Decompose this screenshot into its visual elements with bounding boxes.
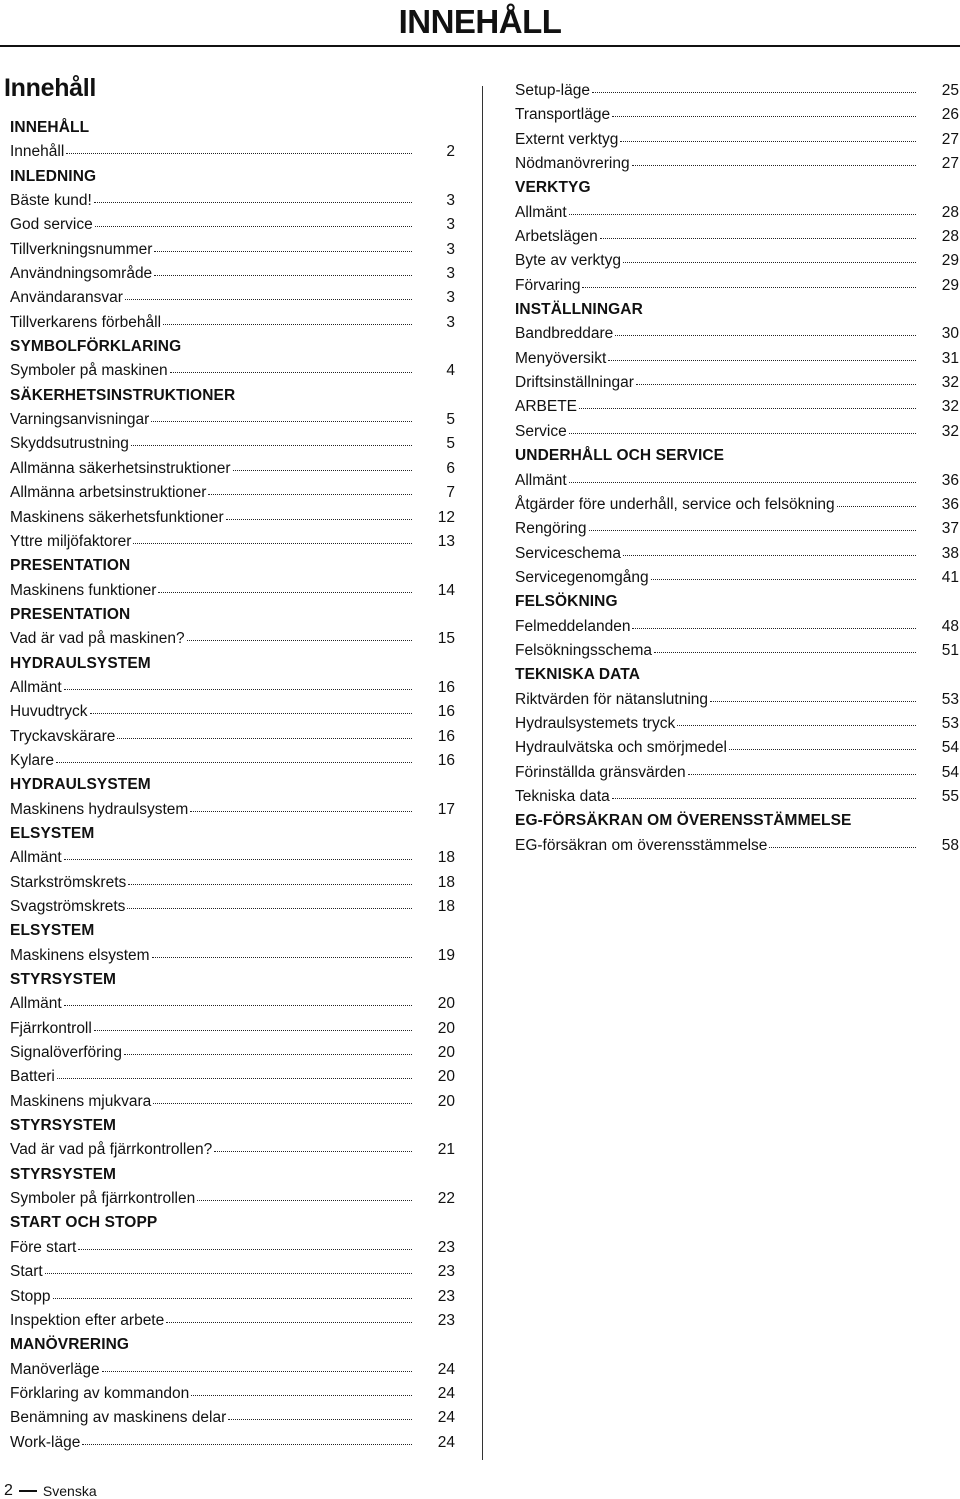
toc-entry-label: Kylare xyxy=(10,751,54,769)
dot-leader xyxy=(90,713,412,714)
toc-entry[interactable] xyxy=(10,627,455,651)
toc-entry-page: 24 xyxy=(437,1384,455,1402)
dot-leader xyxy=(214,1151,412,1152)
dot-leader xyxy=(53,1298,412,1299)
toc-entry-page: 16 xyxy=(437,678,455,696)
dot-leader xyxy=(651,579,916,580)
dot-leader xyxy=(582,287,916,288)
toc-entry-label: Förinställda gränsvärden xyxy=(515,763,686,781)
toc-entry-label: Bandbreddare xyxy=(515,325,614,343)
dot-leader xyxy=(152,957,412,958)
toc-entry[interactable] xyxy=(10,846,455,870)
toc-section-heading: HYDRAULSYSTEM xyxy=(10,654,151,672)
dot-leader xyxy=(95,226,412,227)
toc-section-heading: MANÖVRERING xyxy=(10,1336,130,1354)
toc-entry-page: 19 xyxy=(437,946,455,964)
toc-entry[interactable] xyxy=(515,688,959,712)
toc-entry-label: Starkströmskrets xyxy=(10,873,127,891)
toc-entry[interactable] xyxy=(10,1285,455,1309)
dot-leader xyxy=(163,324,412,325)
toc-entry-page: 38 xyxy=(941,544,959,562)
toc-entry-page: 32 xyxy=(941,374,959,392)
toc-entry-label: Varningsanvisningar xyxy=(10,411,150,429)
toc-entry-label: Vad är vad på maskinen? xyxy=(10,630,185,648)
toc-entry[interactable] xyxy=(515,615,959,639)
toc-entry[interactable] xyxy=(10,1406,455,1430)
toc-entry-page: 3 xyxy=(446,289,455,307)
toc-section-heading: FELSÖKNING xyxy=(515,593,618,611)
toc-entry-page: 23 xyxy=(437,1287,455,1305)
toc-entry-label: Användningsområde xyxy=(10,265,153,283)
toc-entry-page: 29 xyxy=(941,252,959,270)
toc-entry-page: 28 xyxy=(941,228,959,246)
toc-entry-label: Start xyxy=(10,1263,43,1281)
dot-leader xyxy=(78,1249,412,1250)
toc-entry-page: 20 xyxy=(437,1092,455,1110)
toc-section-heading: VERKTYG xyxy=(515,179,591,197)
toc-entry-label: Allmänt xyxy=(10,995,62,1013)
dot-leader xyxy=(569,482,916,483)
toc-entry[interactable] xyxy=(515,542,959,566)
toc-entry-label: Stopp xyxy=(10,1287,51,1305)
toc-entry-label: Signalöverföring xyxy=(10,1044,123,1062)
toc-entry[interactable] xyxy=(10,213,455,237)
toc-entry-page: 54 xyxy=(941,739,959,757)
toc-entry-page: 13 xyxy=(437,532,455,550)
toc-entry-label: Setup-läge xyxy=(515,82,590,99)
toc-entry[interactable] xyxy=(10,238,455,262)
toc-entry[interactable] xyxy=(10,408,455,432)
toc-entry-label: Huvudtryck xyxy=(10,703,88,721)
dot-leader xyxy=(615,335,916,336)
toc-entry-page: 3 xyxy=(446,192,455,210)
toc-entry[interactable] xyxy=(515,736,959,760)
dot-leader xyxy=(66,153,412,154)
toc-entry[interactable] xyxy=(10,1236,455,1260)
footer-page-number: 2 xyxy=(4,1482,13,1499)
dot-leader xyxy=(208,494,412,495)
toc-section-heading: SYMBOLFÖRKLARING xyxy=(10,338,182,356)
toc-entry-page: 20 xyxy=(437,1068,455,1086)
dot-leader xyxy=(623,555,916,556)
toc-entry-page: 3 xyxy=(446,216,455,234)
toc-entry[interactable] xyxy=(10,506,455,530)
toc-entry-label: Nödmanövrering xyxy=(515,155,630,173)
toc-entry-label: Riktvärden för nätanslutning xyxy=(515,690,709,708)
dot-leader xyxy=(94,202,412,203)
toc-entry[interactable] xyxy=(10,798,455,822)
toc-entry[interactable] xyxy=(515,152,959,176)
dot-leader xyxy=(632,165,916,166)
toc-entry-label: Maskinens mjukvara xyxy=(10,1092,152,1110)
toc-entry-label: Serviceschema xyxy=(515,544,621,562)
toc-entry[interactable] xyxy=(10,359,455,383)
toc-entry-page: 36 xyxy=(941,471,959,489)
toc-entry[interactable] xyxy=(10,311,455,335)
toc-entry-page: 55 xyxy=(941,787,959,805)
toc-entry-page: 3 xyxy=(446,265,455,283)
toc-entry-label: Fjärrkontroll xyxy=(10,1019,92,1037)
dot-leader xyxy=(688,774,916,775)
toc-entry-page: 32 xyxy=(941,422,959,440)
dot-leader xyxy=(56,762,412,763)
toc-entry-page: 53 xyxy=(941,714,959,732)
dot-leader xyxy=(128,884,412,885)
toc-entry-page: 3 xyxy=(446,313,455,331)
dot-leader xyxy=(197,1200,412,1201)
dot-leader xyxy=(837,506,916,507)
dot-leader xyxy=(170,372,412,373)
toc-entry[interactable] xyxy=(10,286,455,310)
toc-entry[interactable] xyxy=(10,895,455,919)
toc-entry-label: Tryckavskärare xyxy=(10,727,116,745)
toc-entry-page: 24 xyxy=(437,1409,455,1427)
toc-section-heading: PRESENTATION xyxy=(10,605,131,623)
toc-entry[interactable] xyxy=(515,785,959,809)
dot-leader xyxy=(228,1419,412,1420)
dot-leader xyxy=(623,262,916,263)
toc-entry-page: 18 xyxy=(437,898,455,915)
toc-entry-label: Symboler på fjärrkontrollen xyxy=(10,1190,196,1208)
toc-entry-label: Tillverkarens förbehåll xyxy=(10,313,162,331)
toc-entry[interactable] xyxy=(515,322,959,346)
toc-entry-label: Skyddsutrustning xyxy=(10,435,129,453)
dot-leader xyxy=(654,652,916,653)
dot-leader xyxy=(710,701,916,702)
toc-entry-label: Bäste kund! xyxy=(10,192,92,210)
dot-leader xyxy=(125,299,412,300)
toc-entry-label: Arbetslägen xyxy=(515,228,598,246)
toc-entry-page: 18 xyxy=(437,873,455,891)
dot-leader xyxy=(94,1030,412,1031)
toc-entry-label: Rengöring xyxy=(515,520,587,538)
dot-leader xyxy=(612,116,916,117)
toc-entry[interactable] xyxy=(10,1260,455,1284)
toc-entry-page: 16 xyxy=(437,751,455,769)
toc-entry-label: Tekniska data xyxy=(515,787,610,805)
dot-leader xyxy=(608,360,916,361)
dot-leader xyxy=(57,1078,412,1079)
dot-leader xyxy=(226,519,412,520)
toc-section-heading: PRESENTATION xyxy=(10,557,131,575)
toc-entry-page: 54 xyxy=(941,763,959,781)
toc-entry-page: 32 xyxy=(941,398,959,416)
toc-entry-page: 2 xyxy=(446,143,455,161)
dot-leader xyxy=(677,725,916,726)
toc-entry-label: Tillverkningsnummer xyxy=(10,240,153,258)
toc-section-heading: INNEHÅLL xyxy=(10,119,90,136)
toc-entry[interactable] xyxy=(10,1090,455,1114)
dot-leader xyxy=(133,543,412,544)
toc-section-heading: UNDERHÅLL OCH SERVICE xyxy=(515,447,725,465)
toc-entry[interactable] xyxy=(515,103,959,127)
toc-entry-label: Allmänna arbetsinstruktioner xyxy=(10,484,207,502)
toc-entry-page: 41 xyxy=(941,568,959,586)
toc-entry-label: Driftsinställningar xyxy=(515,374,634,392)
toc-entry-page: 37 xyxy=(941,520,959,538)
toc-entry-label: Work-läge xyxy=(10,1433,81,1451)
dot-leader xyxy=(632,628,916,629)
toc-entry[interactable] xyxy=(10,725,455,749)
toc-section-heading: EG-FÖRSÄKRAN OM ÖVERENSSTÄMMELSE xyxy=(515,812,852,830)
toc-entry[interactable] xyxy=(10,749,455,773)
toc-entry-label: Symboler på maskinen xyxy=(10,362,168,380)
toc-section-heading: INLEDNING xyxy=(10,167,97,185)
toc-entry-page: 23 xyxy=(437,1238,455,1256)
toc-entry[interactable] xyxy=(10,871,455,895)
toc-entry-label: Byte av verktyg xyxy=(515,252,621,270)
toc-entry-label: Innehåll xyxy=(10,143,65,161)
toc-entry[interactable] xyxy=(10,944,455,968)
toc-entry-label: Batteri xyxy=(10,1068,55,1086)
toc-entry[interactable] xyxy=(515,274,959,298)
dot-leader xyxy=(579,408,916,409)
toc-entry-label: Hydraulvätska och smörjmedel xyxy=(515,739,727,757)
toc-entry-label: Maskinens hydraulsystem xyxy=(10,800,189,818)
toc-right-column xyxy=(515,79,959,858)
toc-entry[interactable] xyxy=(10,700,455,724)
toc-entry-page: 14 xyxy=(437,581,455,599)
page-footer xyxy=(4,1482,97,1499)
dot-leader xyxy=(191,1395,412,1396)
toc-entry[interactable] xyxy=(515,566,959,590)
toc-entry-page: 22 xyxy=(437,1190,455,1208)
toc-entry-page: 36 xyxy=(941,495,959,513)
toc-left-column xyxy=(10,116,455,1455)
dot-leader xyxy=(154,275,412,276)
toc-entry-label: Manöverläge xyxy=(10,1360,100,1378)
toc-section-heading: ELSYSTEM xyxy=(10,824,95,842)
dot-leader xyxy=(636,384,916,385)
dot-leader xyxy=(153,1103,412,1104)
toc-section-heading: INSTÄLLNINGAR xyxy=(515,301,643,319)
dot-leader xyxy=(64,859,412,860)
toc-entry-page: 48 xyxy=(941,617,959,635)
toc-entry-page: 27 xyxy=(941,130,959,148)
toc-entry-label: Maskinens säkerhetsfunktioner xyxy=(10,508,224,526)
toc-entry-page: 6 xyxy=(446,459,455,477)
toc-entry-label: ARBETE xyxy=(515,398,578,416)
dot-leader xyxy=(592,92,916,93)
toc-section-heading: TEKNISKA DATA xyxy=(515,666,641,684)
toc-entry-page: 23 xyxy=(437,1311,455,1329)
toc-entry-label: Allmänt xyxy=(515,471,567,489)
toc-section-heading: SÄKERHETSINSTRUKTIONER xyxy=(10,386,236,404)
toc-entry[interactable] xyxy=(10,676,455,700)
toc-entry-page: 25 xyxy=(941,82,959,99)
toc-entry-label: Externt verktyg xyxy=(515,130,619,148)
dot-leader xyxy=(729,749,916,750)
toc-entry-label: Maskinens elsystem xyxy=(10,946,150,964)
toc-entry-label: Allmänna säkerhetsinstruktioner xyxy=(10,459,231,477)
toc-entry-label: Inspektion efter arbete xyxy=(10,1311,165,1329)
dot-leader xyxy=(233,470,412,471)
toc-entry[interactable] xyxy=(515,249,959,273)
toc-entry[interactable] xyxy=(10,579,455,603)
toc-entry[interactable] xyxy=(515,128,959,152)
dot-leader xyxy=(154,251,412,252)
toc-section-heading: STYRSYSTEM xyxy=(10,1165,117,1183)
toc-entry[interactable] xyxy=(515,834,959,858)
toc-entry-label: God service xyxy=(10,216,93,234)
dot-leader xyxy=(151,421,412,422)
toc-entry[interactable] xyxy=(515,347,959,371)
toc-entry-page: 17 xyxy=(437,800,455,818)
footer-language: Svenska xyxy=(42,1483,97,1499)
toc-entry[interactable] xyxy=(515,469,959,493)
toc-entry-label: EG-försäkran om överensstämmelse xyxy=(515,836,768,854)
toc-section-heading: START OCH STOPP xyxy=(10,1214,158,1232)
dot-leader xyxy=(166,1322,412,1323)
toc-entry[interactable] xyxy=(515,639,959,663)
toc-entry[interactable] xyxy=(10,457,455,481)
toc-entry-page: 15 xyxy=(437,630,455,648)
toc-entry-page: 27 xyxy=(941,155,959,173)
toc-entry[interactable] xyxy=(10,1187,455,1211)
toc-entry-label: Felmeddelanden xyxy=(515,617,631,635)
toc-entry-page: 26 xyxy=(941,106,959,124)
dot-leader xyxy=(158,592,412,593)
page-header-title: INNEHÅLL xyxy=(398,3,562,40)
toc-entry-page: 21 xyxy=(437,1141,455,1159)
dot-leader xyxy=(131,445,412,446)
toc-entry-page: 31 xyxy=(941,349,959,367)
toc-entry-label: Hydraulsystemets tryck xyxy=(515,714,676,732)
toc-entry-label: Servicegenomgång xyxy=(515,568,649,586)
toc-entry-page: 3 xyxy=(446,240,455,258)
toc-entry[interactable] xyxy=(10,189,455,213)
toc-entry-page: 5 xyxy=(446,435,455,453)
toc-entry-page: 51 xyxy=(941,641,959,659)
toc-entry-label: Allmänt xyxy=(515,203,567,221)
toc-entry[interactable] xyxy=(10,1017,455,1041)
toc-entry-page: 20 xyxy=(437,995,455,1013)
dot-leader xyxy=(64,1005,412,1006)
toc-section-heading: ELSYSTEM xyxy=(10,922,95,940)
toc-entry[interactable] xyxy=(10,992,455,1016)
toc-entry-page: 18 xyxy=(437,849,455,867)
toc-entry[interactable] xyxy=(10,530,455,554)
dot-leader xyxy=(102,1371,412,1372)
toc-entry-page: 20 xyxy=(437,1019,455,1037)
toc-entry-page: 58 xyxy=(941,836,959,854)
toc-entry[interactable] xyxy=(10,1431,455,1455)
toc-entry[interactable] xyxy=(515,420,959,444)
toc-section-heading: HYDRAULSYSTEM xyxy=(10,776,151,794)
toc-entry[interactable] xyxy=(10,262,455,286)
toc-entry-label: Allmänt xyxy=(10,678,62,696)
toc-entry-label: Benämning av maskinens delar xyxy=(10,1409,227,1427)
section-title: Innehåll xyxy=(4,74,97,102)
toc-entry-page: 16 xyxy=(437,727,455,745)
dot-leader xyxy=(124,1054,412,1055)
toc-entry[interactable] xyxy=(10,1041,455,1065)
toc-entry-page: 12 xyxy=(437,508,455,526)
toc-entry-page: 20 xyxy=(437,1044,455,1062)
toc-entry-page: 24 xyxy=(437,1360,455,1378)
dot-leader xyxy=(127,908,412,909)
toc-entry[interactable] xyxy=(515,517,959,541)
toc-entry[interactable] xyxy=(10,1382,455,1406)
toc-entry-label: Transportläge xyxy=(515,106,611,124)
toc-entry-label: Före start xyxy=(10,1238,77,1256)
toc-entry[interactable] xyxy=(10,481,455,505)
dot-leader xyxy=(589,530,916,531)
toc-entry[interactable] xyxy=(10,140,455,164)
toc-entry[interactable] xyxy=(10,1358,455,1382)
column-divider xyxy=(482,86,483,1460)
toc-entry[interactable] xyxy=(515,493,959,517)
header-rule xyxy=(0,45,960,47)
toc-entry[interactable] xyxy=(515,371,959,395)
toc-section-heading: STYRSYSTEM xyxy=(10,971,117,989)
dot-leader xyxy=(64,689,412,690)
toc-entry-label: Vad är vad på fjärrkontrollen? xyxy=(10,1141,213,1159)
dot-leader xyxy=(612,798,916,799)
toc-entry-label: Användaransvar xyxy=(10,289,123,307)
toc-entry-page: 16 xyxy=(437,703,455,721)
toc-entry-page: 23 xyxy=(437,1263,455,1281)
toc-entry[interactable] xyxy=(515,201,959,225)
toc-entry-label: Förklaring av kommandon xyxy=(10,1384,190,1402)
toc-entry[interactable] xyxy=(515,79,959,103)
dot-leader xyxy=(187,640,412,641)
toc-entry[interactable] xyxy=(515,225,959,249)
toc-entry-label: Maskinens funktioner xyxy=(10,581,157,599)
toc-entry[interactable] xyxy=(515,395,959,419)
dot-leader xyxy=(45,1273,412,1274)
toc-entry-page: 4 xyxy=(446,362,455,380)
toc-entry-label: Service xyxy=(515,422,567,440)
toc-entry-page: 53 xyxy=(941,690,959,708)
dot-leader xyxy=(600,238,916,239)
dot-leader xyxy=(117,738,412,739)
toc-entry-label: Svagströmskrets xyxy=(10,898,126,915)
toc-entry[interactable] xyxy=(515,712,959,736)
toc-entry-page: 29 xyxy=(941,276,959,294)
toc-entry[interactable] xyxy=(10,1138,455,1162)
dot-leader xyxy=(82,1444,412,1445)
dot-leader xyxy=(620,141,916,142)
toc-entry-label: Felsökningsschema xyxy=(515,641,652,659)
footer-dash xyxy=(19,1490,37,1492)
toc-entry[interactable] xyxy=(10,1309,455,1333)
toc-entry-label: Menyöversikt xyxy=(515,349,607,367)
toc-entry-page: 5 xyxy=(446,411,455,429)
toc-entry-label: Yttre miljöfaktorer xyxy=(10,532,132,550)
toc-entry-label: Förvaring xyxy=(515,276,581,294)
toc-entry-label: Allmänt xyxy=(10,849,62,867)
dot-leader xyxy=(769,847,916,848)
dot-leader xyxy=(569,214,916,215)
toc-entry-page: 7 xyxy=(446,484,455,502)
toc-entry-page: 24 xyxy=(437,1433,455,1451)
toc-entry-label: Åtgärder före underhåll, service och felsökning xyxy=(515,495,835,513)
toc-section-heading: STYRSYSTEM xyxy=(10,1117,117,1135)
toc-entry[interactable] xyxy=(10,432,455,456)
toc-entry[interactable] xyxy=(515,761,959,785)
toc-entry-page: 28 xyxy=(941,203,959,221)
toc-entry[interactable] xyxy=(10,1065,455,1089)
dot-leader xyxy=(569,433,916,434)
toc-entry-page: 30 xyxy=(941,325,959,343)
dot-leader xyxy=(190,811,412,812)
